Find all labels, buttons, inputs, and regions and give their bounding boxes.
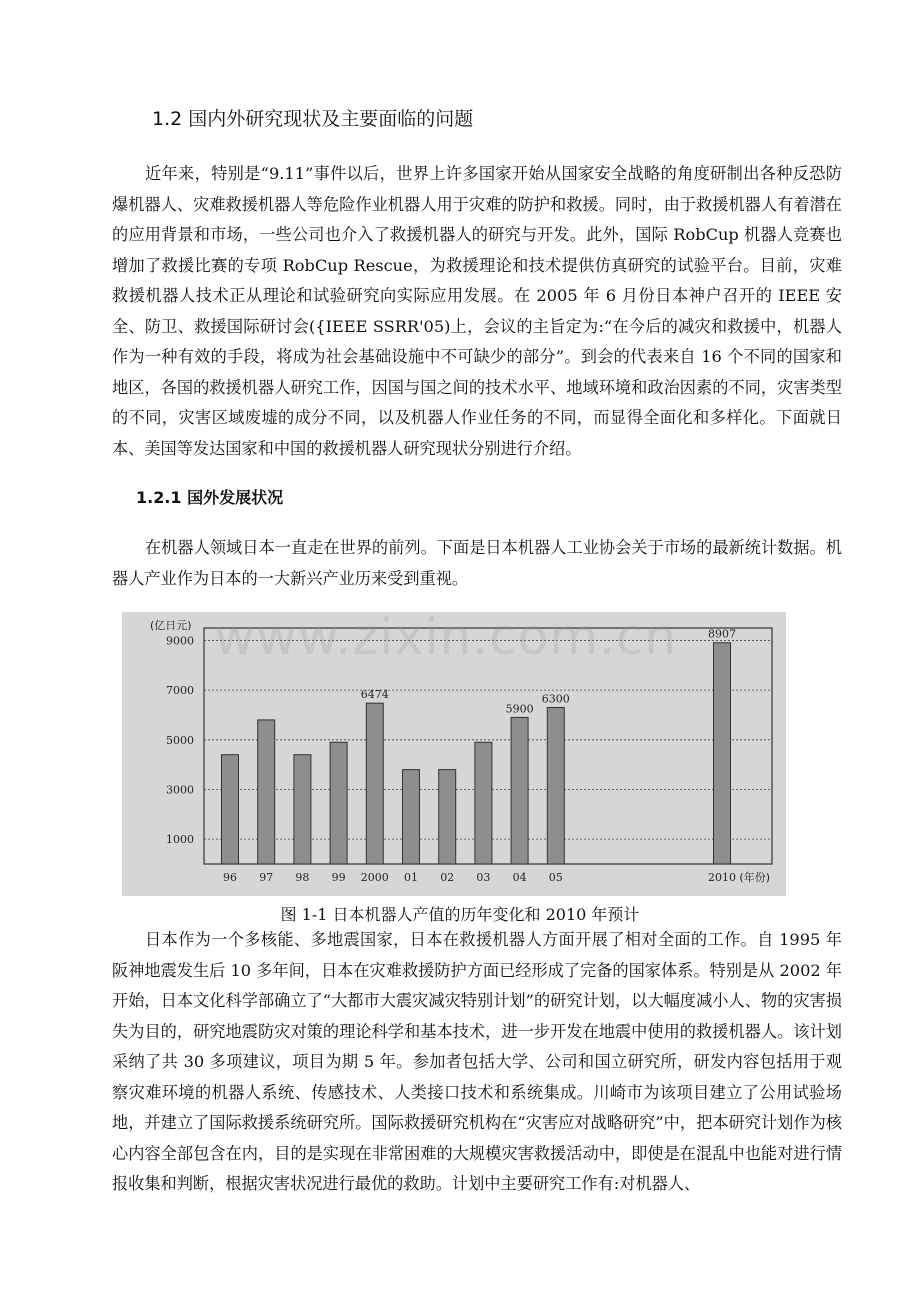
bar [511,717,528,864]
data-label: 5900 [505,702,534,716]
section-heading: 1.2 国内外研究现状及主要面临的问题 [152,108,474,130]
y-tick-label: 7000 [166,684,194,698]
x-tick-label: 2010 [708,871,736,884]
bar [714,643,731,864]
y-tick-label: 3000 [166,783,194,797]
x-tick-label: 2000 [360,871,389,884]
x-tick-label: 03 [476,871,491,884]
bar [294,755,311,864]
x-tick-label: 99 [331,871,346,884]
bar [330,742,347,864]
data-label: 6300 [541,692,570,706]
y-tick-label: 1000 [166,833,194,847]
x-tick-label: 97 [259,871,274,884]
x-tick-label: 01 [404,871,418,884]
x-tick-label: 96 [223,871,237,884]
figure-caption: 图 1-1 日本机器人产值的历年变化和 2010 年预计 [280,905,640,924]
x-axis-label: (年份) [739,871,770,884]
bar [475,742,492,864]
bar [439,770,456,864]
paragraph-robot-industry: 在机器人领域日本一直走在世界的前列。下面是日本机器人工业协会关于市场的最新统计数据。机器人产业作为日本的一大新兴产业历来受到重视。 [112,538,842,588]
x-tick-label: 98 [295,871,310,884]
x-tick-label: 05 [548,871,563,884]
y-tick-label: 5000 [166,733,194,747]
watermark: www.zixin.com.cn [214,608,678,666]
subsection-heading: 1.2.1 国外发展状况 [136,488,284,507]
data-label: 6474 [360,688,389,702]
bar [547,707,564,864]
paragraph-japan-rescue: 日本作为一个多核能、多地震国家，日本在救援机器人方面开展了相对全面的工作。自 1995 年阪神地震发生后 10 多年间，日本在灾难救援防护方面已经形成了完备的国家体系。特别是从 2002 年开始，日本文化科学部确立了“大都市大震灾减灾特别计划”的研究计划，以大幅度减小人、物的灾害损失为目的，研究地震防灾对策的理论科学和基本技术，进一步开发在地震中使用的救援机器人。该计划采纳了共 30 多项建议，项目为期 5 年。参加者包括大学、公司和国立研究所，研发内容包括用于观察灾难环境的机器人系统、传感技术、人类接口技术和系统集成。川崎市为该项目建立了公用试验场地，并建立了国际救援系统研究所。国际救援研究机构在“灾害应对战略研究”中，把本研究计划作为核心内容全部包含在内，目的是实现在非常困难的大规模灾害救援活动中，即使是在混乱中也能对进行情报收集和判断，根据灾害状况进行最优的救助。计划中主要研究工作有:对机器人、 [112,930,842,1193]
bar [222,755,239,864]
bar [366,703,383,864]
x-tick-label: 02 [440,871,455,884]
y-tick-label: 9000 [166,634,194,648]
intro-paragraph: 近年来，特别是“9.11”事件以后，世界上许多国家开始从国家安全战略的角度研制出各种反恐防爆机器人、灾难救援机器人等危险作业机器人用于灾难的防护和救援。同时，由于救援机器人有着潜在的应用背景和市场，一些公司也介入了救援机器人的研究与开发。此外，国际 RobCup 机器人竞赛也增加了救援比赛的专项 RobCup Rescue，为救援理论和技术提供仿真研究的试验平台。目前，灾难救援机器人技术正从理论和试验研究向实际应用发展。在 2005 年 6 月份日本神户召开的 IEEE 安全、防卫、救援国际研讨会({IEEE SSRR'05)上，会议的主旨定为:“在今后的减灾和救援中，机器人作为一种有效的手段，将成为社会基础设施中不可缺少的部分”。到会的代表来自 16 个不同的国家和地区，各国的救援机器人研究工作，因国与国之间的技术水平、地域环境和政治因素的不同，灾害类型的不同，灾害区域废墟的成分不同，以及机器人作业任务的不同，而显得全面化和多样化。下面就日本、美国等发达国家和中国的救援机器人研究现状分别进行介绍。 [112,164,842,458]
bar [258,720,275,864]
x-tick-label: 04 [512,871,527,884]
bar [403,770,420,864]
y-axis-label: (亿日元) [150,619,192,632]
data-label: 8907 [708,627,736,641]
